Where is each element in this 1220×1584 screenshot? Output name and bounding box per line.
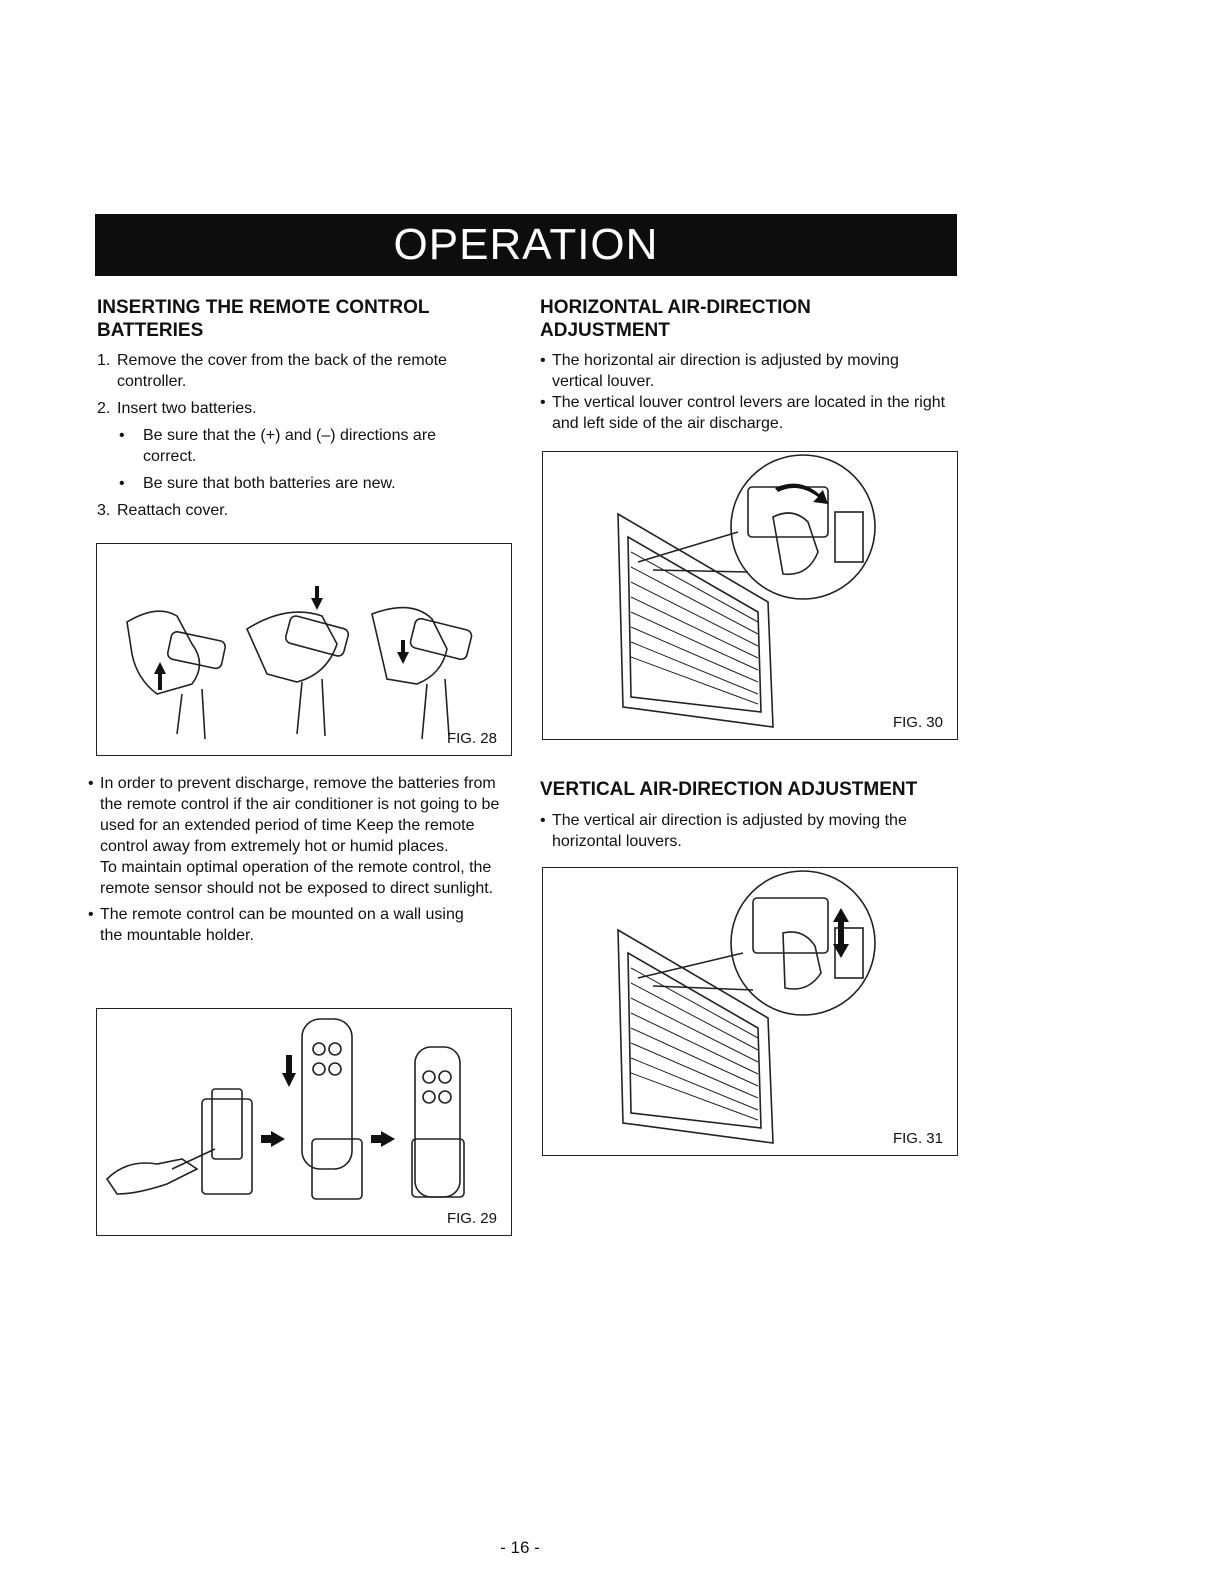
sub-bullet-1 bbox=[97, 425, 517, 467]
bullet-icon: • bbox=[119, 475, 125, 492]
note-text: The remote control can be mounted on a wall using the mountable holder. bbox=[100, 906, 464, 944]
vertical-section bbox=[540, 778, 960, 852]
figure-29-label: FIG. 29 bbox=[446, 1210, 497, 1227]
sub-bullet-text: Be sure that both batteries are new. bbox=[143, 475, 396, 492]
section-heading-batteries: INSERTING THE REMOTE CONTROL BATTERIES bbox=[97, 297, 430, 341]
step-3 bbox=[97, 500, 517, 521]
bullet-icon: • bbox=[119, 427, 125, 444]
figure-29 bbox=[96, 1008, 512, 1236]
note-continuation bbox=[88, 857, 513, 899]
wall-mount-illustration bbox=[97, 1009, 511, 1235]
step-number: 1. bbox=[97, 352, 111, 369]
arrow-down-icon bbox=[282, 1055, 296, 1087]
sub-bullet-2 bbox=[97, 473, 517, 494]
note-bullet-2 bbox=[88, 904, 513, 946]
horizontal-louver-illustration bbox=[543, 452, 957, 739]
section-heading-horizontal: HORIZONTAL AIR-DIRECTION ADJUSTMENT bbox=[540, 297, 811, 341]
step-text: Insert two batteries. bbox=[117, 400, 257, 417]
vertical-bullet-1 bbox=[540, 810, 960, 852]
sub-bullet-text: Be sure that the (+) and (–) directions are correct. bbox=[143, 427, 437, 465]
figure-30 bbox=[542, 451, 958, 740]
right-column bbox=[540, 296, 960, 434]
step-text: Remove the cover from the back of the remote controller. bbox=[117, 352, 447, 390]
figure-31 bbox=[542, 867, 958, 1156]
figure-31-label: FIG. 31 bbox=[892, 1130, 943, 1147]
arrow-down-icon bbox=[397, 640, 409, 664]
note-text: To maintain optimal operation of the remote control, the remote sensor should not be exposed to direct sunlight. bbox=[100, 859, 494, 897]
step-2 bbox=[97, 398, 517, 419]
horizontal-bullet-1 bbox=[540, 350, 960, 392]
page-number: - 16 - bbox=[500, 1538, 540, 1557]
bullet-text: The vertical louver control levers are located in the right and left side of the air discharge. bbox=[552, 394, 946, 432]
page-title-banner bbox=[95, 214, 957, 276]
bullet-text: The vertical air direction is adjusted by moving the horizontal louvers. bbox=[552, 812, 907, 850]
bullet-text: The horizontal air direction is adjusted by moving vertical louver. bbox=[552, 352, 899, 390]
figure-28 bbox=[96, 543, 512, 756]
figure-30-label: FIG. 30 bbox=[892, 714, 943, 731]
horizontal-bullet-2 bbox=[540, 392, 960, 434]
battery-insertion-illustration bbox=[97, 544, 511, 755]
left-notes bbox=[88, 773, 513, 946]
bullet-icon: • bbox=[88, 775, 94, 792]
section-heading-vertical: VERTICAL AIR-DIRECTION ADJUSTMENT bbox=[540, 779, 918, 800]
note-bullet-1 bbox=[88, 773, 513, 857]
step-1 bbox=[97, 350, 517, 392]
bullet-icon: • bbox=[540, 352, 546, 369]
arrow-down-icon bbox=[311, 586, 323, 610]
left-column bbox=[97, 296, 517, 521]
vertical-louver-illustration bbox=[543, 868, 957, 1155]
figure-28-label: FIG. 28 bbox=[446, 730, 497, 747]
bullet-icon: • bbox=[540, 394, 546, 411]
step-number: 3. bbox=[97, 502, 111, 519]
step-text: Reattach cover. bbox=[117, 502, 229, 519]
page-title: OPERATION bbox=[393, 220, 659, 269]
bullet-icon: • bbox=[540, 812, 546, 829]
note-text: In order to prevent discharge, remove the batteries from the remote control if the air conditioner is not going to be used for an extended period of time Keep the remote control away from extremely hot or humid places. bbox=[100, 775, 500, 855]
bullet-icon: • bbox=[88, 906, 94, 923]
arrow-right-icon bbox=[261, 1131, 285, 1147]
arrow-right-icon bbox=[371, 1131, 395, 1147]
step-number: 2. bbox=[97, 400, 111, 417]
arrow-up-icon bbox=[154, 662, 166, 690]
